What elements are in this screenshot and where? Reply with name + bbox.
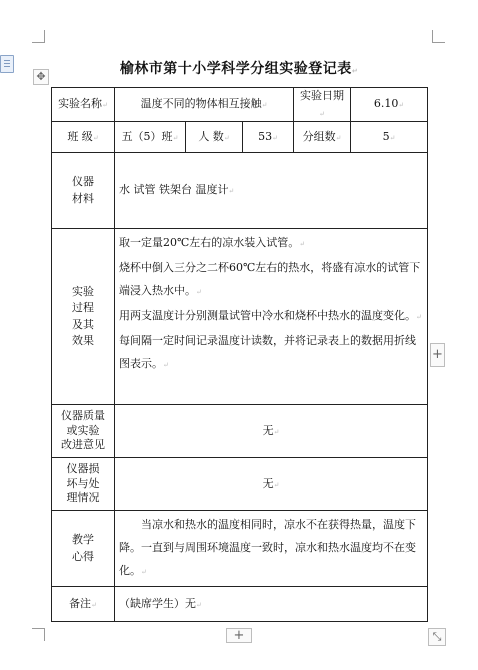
table-row (52, 153, 428, 229)
page-corner-bottom-left (32, 628, 45, 641)
table-row (52, 405, 428, 458)
damage-label-cell: 仪器损 坏与处 理情况 (52, 458, 115, 511)
experiment-name-cell[interactable]: 温度不同的物体相互接触↵ (115, 88, 294, 122)
group-count-cell[interactable]: 5↵ (351, 122, 428, 153)
process-step: 用两支温度计分别测量试管中冷水和烧杯中热水的温度变化。↵ (119, 309, 422, 322)
student-count-label-cell: 人 数↵ (186, 122, 243, 153)
table-row (52, 587, 428, 622)
quality-cell[interactable]: 无↵ (115, 405, 428, 458)
experiment-date-cell[interactable]: 6.10↵ (351, 88, 428, 122)
experiment-name-label-cell: 实验名称↵ (52, 88, 115, 122)
notes-label-cell: 备注↵ (52, 587, 115, 622)
add-row-button[interactable]: + (226, 628, 252, 643)
student-count-cell[interactable]: 53↵ (243, 122, 294, 153)
class-cell[interactable]: 五（5）班↵ (115, 122, 186, 153)
page-corner-top-right (432, 30, 445, 43)
table-row (52, 122, 428, 153)
reflection-cell[interactable]: 当凉水和热水的温度相同时，凉水不在获得热量，温度下降。一直到与周围环境温度一致时，凉水和热水温度均不在变化。↵ (115, 511, 428, 587)
notes-cell[interactable]: （缺席学生）无↵ (115, 587, 428, 622)
quality-label-cell: 仪器质量 或实验 改进意见 (52, 405, 115, 458)
process-step: 取一定量20℃左右的凉水装入试管。↵ (119, 236, 306, 249)
group-count-label-cell: 分组数↵ (294, 122, 351, 153)
materials-cell[interactable]: 水 试管 铁架台 温度计↵ (115, 153, 428, 229)
table-move-handle-icon[interactable]: ✥ (33, 69, 49, 85)
damage-cell[interactable]: 无↵ (115, 458, 428, 511)
table-row (52, 88, 428, 122)
process-label-cell: 实验 过程 及其 效果 (52, 229, 115, 405)
registration-table (51, 87, 428, 622)
table-row (52, 229, 428, 405)
class-label-cell: 班 级↵ (52, 122, 115, 153)
table-row (52, 511, 428, 587)
experiment-date-label-cell: 实验日期↵ (294, 88, 351, 122)
process-cell[interactable] (115, 229, 428, 405)
page-corner-top-left (32, 30, 45, 43)
reflection-label-cell: 教学 心得 (52, 511, 115, 587)
add-column-button[interactable]: + (430, 343, 445, 367)
process-step: 每间隔一定时间记录温度计读数，并将记录表上的数据用折线图表示。↵ (119, 334, 416, 370)
materials-label-cell: 仪器 材料 (52, 153, 115, 229)
table-row (52, 458, 428, 511)
page-title: 榆林市第十小学科学分组实验登记表↵ (119, 61, 359, 77)
table-resize-icon[interactable]: ⤡ (428, 628, 446, 646)
process-step: 烧杯中倒入三分之二杯60℃左右的热水，将盛有凉水的试管下端浸入热水中。↵ (119, 261, 421, 297)
